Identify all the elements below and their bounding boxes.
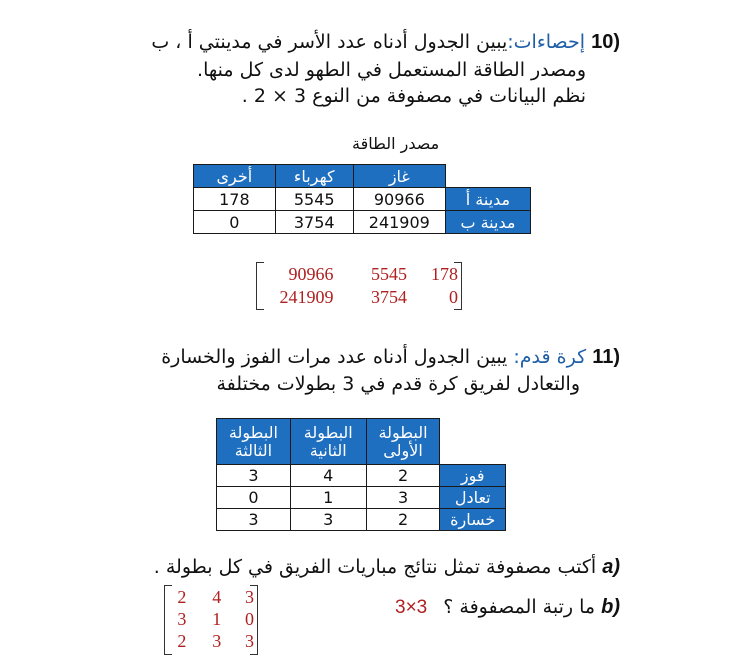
table-row xyxy=(217,465,506,487)
q11-col-header-line1: البطولة xyxy=(378,422,428,442)
q10-col-header: غاز xyxy=(353,165,445,188)
q11-table-corner xyxy=(440,419,506,465)
q11-part-a-text: أكتب مصفوفة تمثل نتائج مباريات الفريق في كل بطولة . xyxy=(153,556,597,578)
q11-col-header xyxy=(217,419,291,465)
matrix-cell: 1 xyxy=(212,608,222,629)
q10-topic: إحصاءات: xyxy=(507,31,586,53)
q10-text-line3: نظم البيانات في مصفوفة من النوع 3 × 2 . xyxy=(241,85,586,107)
q10-cell: 241909 xyxy=(353,211,445,234)
matrix-cell: 4 xyxy=(212,586,222,607)
q10-row-label: مدينة أ xyxy=(445,188,530,211)
q11-cell: 2 xyxy=(366,509,440,531)
q11-col-header-line2: الثالثة xyxy=(234,440,273,460)
q10-table xyxy=(193,164,531,234)
q11-cell: 3 xyxy=(366,487,440,509)
q11-number: 11) xyxy=(592,346,620,368)
q10-text-line1: يبين الجدول أدناه عدد الأسر في مدينتي أ ، ب xyxy=(151,31,508,53)
q10-row-label: مدينة ب xyxy=(445,211,530,234)
q11-cell: 3 xyxy=(290,509,366,531)
q11-part-a-letter: a) xyxy=(602,556,620,578)
q11-cell: 1 xyxy=(290,487,366,509)
matrix-cell: 3754 xyxy=(370,287,407,307)
q11-part-b-letter: b) xyxy=(601,596,620,618)
matrix-cell: 0 xyxy=(245,608,254,629)
q10-cell: 5545 xyxy=(275,188,353,211)
table-row xyxy=(217,509,506,531)
q10-col-header: أخرى xyxy=(194,165,276,188)
matrix-cell: 5545 xyxy=(370,264,407,284)
q10-col-header: كهرباء xyxy=(275,165,353,188)
matrix-cell: 90966 xyxy=(288,264,334,284)
q11-col-header-line1: البطولة xyxy=(228,422,278,442)
q11-part-b-text: ما رتبة المصفوفة ؟ xyxy=(443,596,596,618)
q11-text-line2: والتعادل لفريق كرة قدم في 3 بطولات مختلفة xyxy=(216,373,580,395)
q11-cell: 2 xyxy=(366,465,440,487)
q11-col-header-line2: الثانية xyxy=(309,440,347,460)
matrix-cell: 3 xyxy=(212,630,222,651)
q11-text-line1: يبين الجدول أدناه عدد مرات الفوز والخسارة xyxy=(161,346,508,368)
q10-cell: 90966 xyxy=(353,188,445,211)
q10-table-title: مصدر الطاقة xyxy=(352,134,440,153)
q11-part-b-answer: 3×3 xyxy=(395,597,428,618)
q11-row-label: فوز xyxy=(440,465,506,487)
table-row xyxy=(194,188,531,211)
q11-cell: 4 xyxy=(290,465,366,487)
q11-line1 xyxy=(161,345,620,369)
q11-col-header-line2: الأولى xyxy=(383,440,423,460)
q11-col-header xyxy=(290,419,366,465)
q11-col-header xyxy=(366,419,440,465)
q10-cell: 3754 xyxy=(275,211,353,234)
q10-line1 xyxy=(151,30,620,54)
matrix-cell: 0 xyxy=(449,287,458,307)
q10-text-line2: ومصدر الطاقة المستعمل في الطهو لدى كل منها. xyxy=(197,59,586,81)
q11-topic: كرة قدم: xyxy=(513,346,587,368)
q10-cell: 178 xyxy=(194,188,276,211)
q11-row-label: تعادل xyxy=(440,487,506,509)
matrix-cell: 241909 xyxy=(279,287,334,307)
q11-cell: 3 xyxy=(217,509,291,531)
q11-cell: 3 xyxy=(217,465,291,487)
q10-number: 10) xyxy=(591,31,620,53)
q11-cell: 0 xyxy=(217,487,291,509)
matrix-cell: 3 xyxy=(177,608,187,629)
q11-part-a xyxy=(154,555,620,579)
q11-row-label: خسارة xyxy=(440,509,506,531)
q10-matrix xyxy=(256,262,462,310)
matrix-cell: 3 xyxy=(245,586,254,607)
q11-table xyxy=(216,418,506,531)
q11-matrix xyxy=(164,585,258,655)
matrix-cell: 178 xyxy=(431,264,458,284)
matrix-cell: 2 xyxy=(177,586,187,607)
table-row xyxy=(217,487,506,509)
matrix-cell: 2 xyxy=(177,630,187,651)
table-row xyxy=(194,211,531,234)
q11-col-header-line1: البطولة xyxy=(303,422,353,442)
q10-table-corner xyxy=(445,165,530,188)
matrix-cell: 3 xyxy=(245,630,254,651)
q11-part-b xyxy=(395,595,620,620)
q10-cell: 0 xyxy=(194,211,276,234)
